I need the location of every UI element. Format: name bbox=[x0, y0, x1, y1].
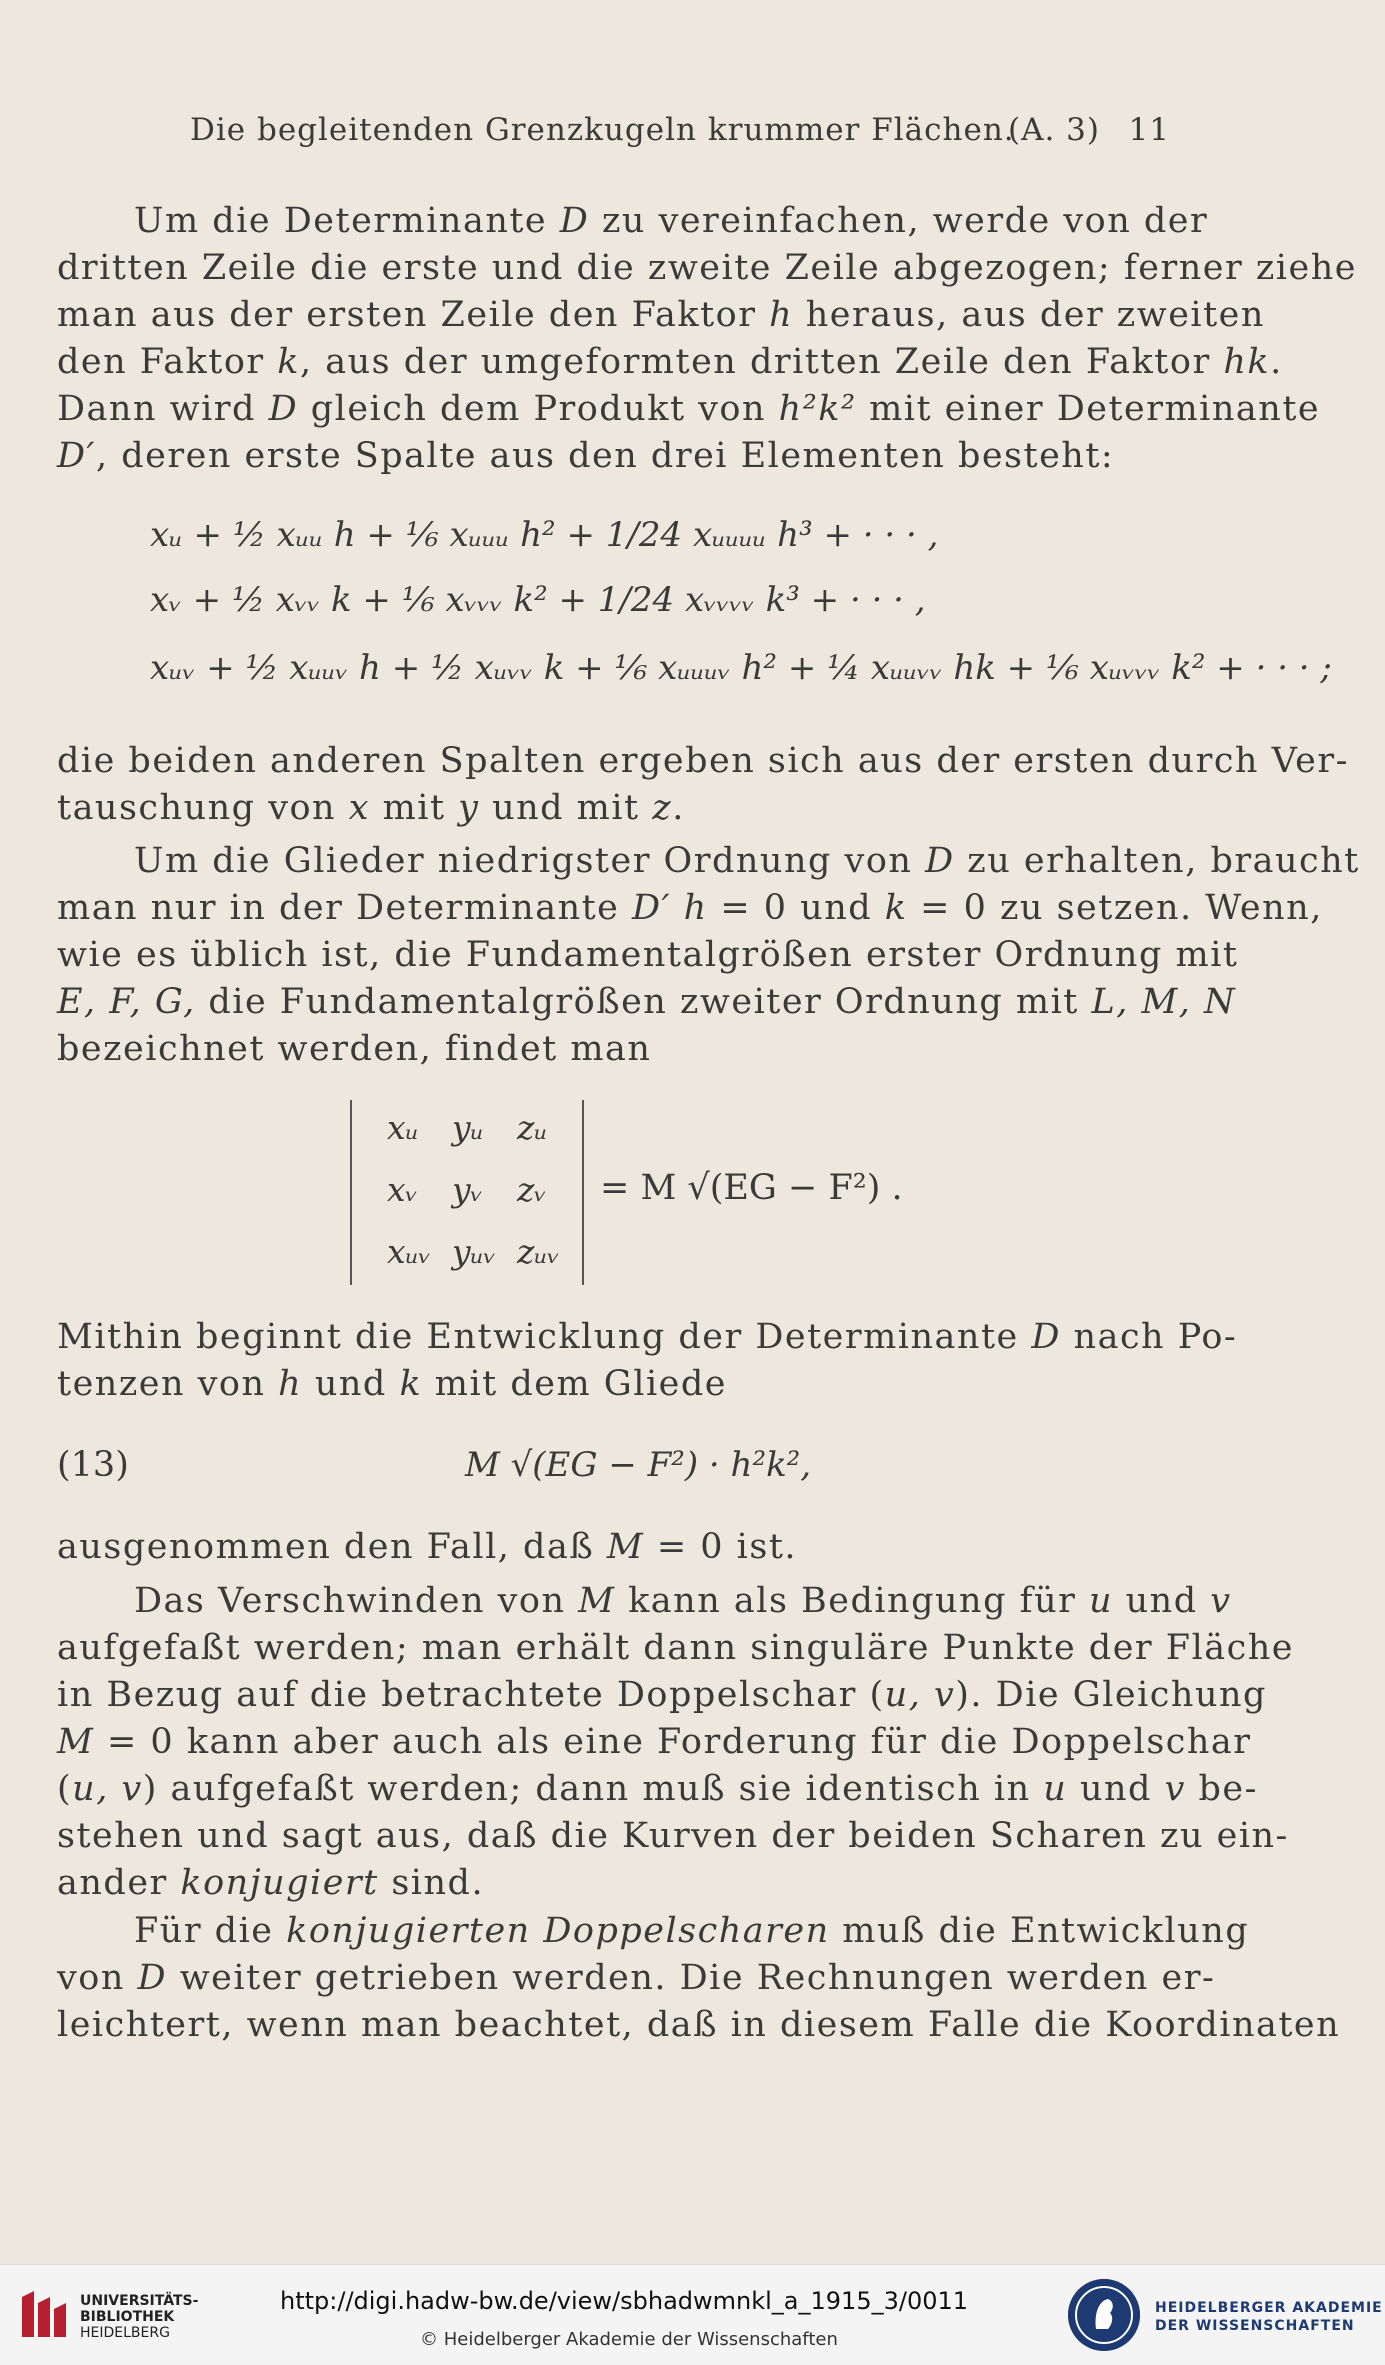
text-line: den Faktor k, aus der umgeformten dritten Zeile den Faktor hk. bbox=[57, 342, 1283, 382]
paragraph-7 bbox=[57, 1908, 1341, 2049]
text-line: stehen und sagt aus, daß die Kurven der beiden Scharen zu ein- bbox=[57, 1816, 1289, 1856]
text-line: Das Verschwinden von M kann als Bedingung für u und v bbox=[134, 1581, 1232, 1621]
ub-line: UNIVERSITÄTS- bbox=[80, 2293, 199, 2309]
text-line: Um die Glieder niedrigster Ordnung von D zu erhalten, braucht bbox=[134, 841, 1360, 881]
text-line: M = 0 kann aber auch als eine Forderung für die Doppelschar bbox=[57, 1722, 1252, 1762]
copyright-notice: © Heidelberger Akademie der Wissenschaften bbox=[420, 2329, 838, 2350]
university-library-name bbox=[80, 2293, 198, 2341]
text-line: leichtert, wenn man beachtet, daß in diesem Falle die Koordinaten bbox=[57, 2005, 1341, 2045]
text-line: ander konjugiert sind. bbox=[57, 1863, 485, 1903]
equation-number: (13) bbox=[57, 1445, 129, 1485]
det-cell: xᵤᵥ bbox=[387, 1232, 432, 1271]
formula-1: xᵤ + ½ xᵤᵤ h + ⅙ xᵤᵤᵤ h² + 1/24 xᵤᵤᵤᵤ h³ + · · · , bbox=[150, 515, 939, 555]
det-cell: yᵤᵥ bbox=[452, 1232, 497, 1271]
text-line: E, F, G, die Fundamentalgrößen zweiter Ordnung mit L, M, N bbox=[57, 982, 1237, 1022]
determinant bbox=[350, 1100, 584, 1285]
paragraph-6 bbox=[57, 1578, 1294, 1907]
footer-bar bbox=[0, 2264, 1385, 2365]
det-cell: zᵥ bbox=[517, 1170, 547, 1209]
text-line: dritten Zeile die erste und die zweite Zeile abgezogen; ferner ziehe bbox=[57, 248, 1357, 288]
formula-2: xᵥ + ½ xᵥᵥ k + ⅙ xᵥᵥᵥ k² + 1/24 xᵥᵥᵥᵥ k³ + · · · , bbox=[150, 580, 926, 620]
header-title: Die begleitenden Grenzkugeln krummer Flächen. bbox=[190, 112, 1015, 148]
ak-line: HEIDELBERGER AKADEMIE bbox=[1155, 2300, 1383, 2316]
text-line: D′, deren erste Spalte aus den drei Elementen besteht: bbox=[57, 436, 1115, 476]
text-line: die beiden anderen Spalten ergeben sich aus der ersten durch Ver- bbox=[57, 741, 1349, 781]
text-line: tenzen von h und k mit dem Gliede bbox=[57, 1364, 727, 1404]
text-line: in Bezug auf die betrachtete Doppelschar (u, v). Die Gleichung bbox=[57, 1675, 1267, 1715]
text-line: Dann wird D gleich dem Produkt von h²k² mit einer Determinante bbox=[57, 389, 1321, 429]
det-cell: zᵤ bbox=[517, 1108, 548, 1147]
running-header bbox=[190, 112, 1170, 162]
det-cell: yᵥ bbox=[452, 1170, 483, 1209]
text-line: ausgenommen den Fall, daß M = 0 ist. bbox=[57, 1527, 798, 1567]
paragraph-4 bbox=[57, 1314, 1238, 1408]
formula-3: xᵤᵥ + ½ xᵤᵤᵥ h + ½ xᵤᵥᵥ k + ⅙ xᵤᵤᵤᵥ h² + ¼ xᵤᵤᵥᵥ hk + ⅙ xᵤᵥᵥᵥ k² + · · · ; bbox=[150, 648, 1332, 688]
text-line: Um die Determinante D zu vereinfachen, werde von der bbox=[134, 201, 1209, 241]
det-cell: xᵤ bbox=[387, 1108, 419, 1147]
text-line: von D weiter getrieben werden. Die Rechnungen werden er- bbox=[57, 1958, 1216, 1998]
text-line: Für die konjugierten Doppelscharen muß die Entwicklung bbox=[134, 1911, 1250, 1951]
permalink-url[interactable]: http://digi.hadw-bw.de/view/sbhadwmnkl_a_1915_3/0011 bbox=[280, 2287, 969, 2315]
text-line: man aus der ersten Zeile den Faktor h heraus, aus der zweiten bbox=[57, 295, 1265, 335]
paragraph-2 bbox=[57, 738, 1349, 832]
header-section: (A. 3) bbox=[1007, 112, 1100, 148]
det-cell: xᵥ bbox=[387, 1170, 418, 1209]
text-line: bezeichnet werden, findet man bbox=[57, 1029, 652, 1069]
academy-name bbox=[1155, 2299, 1383, 2335]
ak-line: DER WISSENSCHAFTEN bbox=[1155, 2318, 1355, 2334]
academy-logo-icon bbox=[1068, 2279, 1140, 2351]
paragraph-3 bbox=[57, 838, 1360, 1073]
det-cell: zᵤᵥ bbox=[517, 1232, 560, 1271]
text-line: Mithin beginnt die Entwicklung der Determinante D nach Po- bbox=[57, 1317, 1238, 1357]
ub-line: BIBLIOTHEK bbox=[80, 2309, 175, 2325]
text-line: (u, v) aufgefaßt werden; dann muß sie identisch in u und v be- bbox=[57, 1769, 1258, 1809]
page-number: 11 bbox=[1128, 112, 1170, 148]
equation-13: M √(EG − F²) · h²k², bbox=[465, 1445, 812, 1485]
text-line: wie es üblich ist, die Fundamentalgrößen erster Ordnung mit bbox=[57, 935, 1239, 975]
determinant-result: = M √(EG − F²) . bbox=[600, 1168, 903, 1208]
paragraph-5 bbox=[57, 1524, 1169, 1571]
paragraph-1 bbox=[57, 198, 1357, 480]
ub-line: HEIDELBERG bbox=[80, 2325, 170, 2341]
det-cell: yᵤ bbox=[452, 1108, 484, 1147]
university-library-logo-icon bbox=[14, 2283, 74, 2345]
text-line: aufgefaßt werden; man erhält dann singuläre Punkte der Fläche bbox=[57, 1628, 1294, 1668]
text-line: man nur in der Determinante D′ h = 0 und k = 0 zu setzen. Wenn, bbox=[57, 888, 1323, 928]
text-line: tauschung von x mit y und mit z. bbox=[57, 788, 685, 828]
